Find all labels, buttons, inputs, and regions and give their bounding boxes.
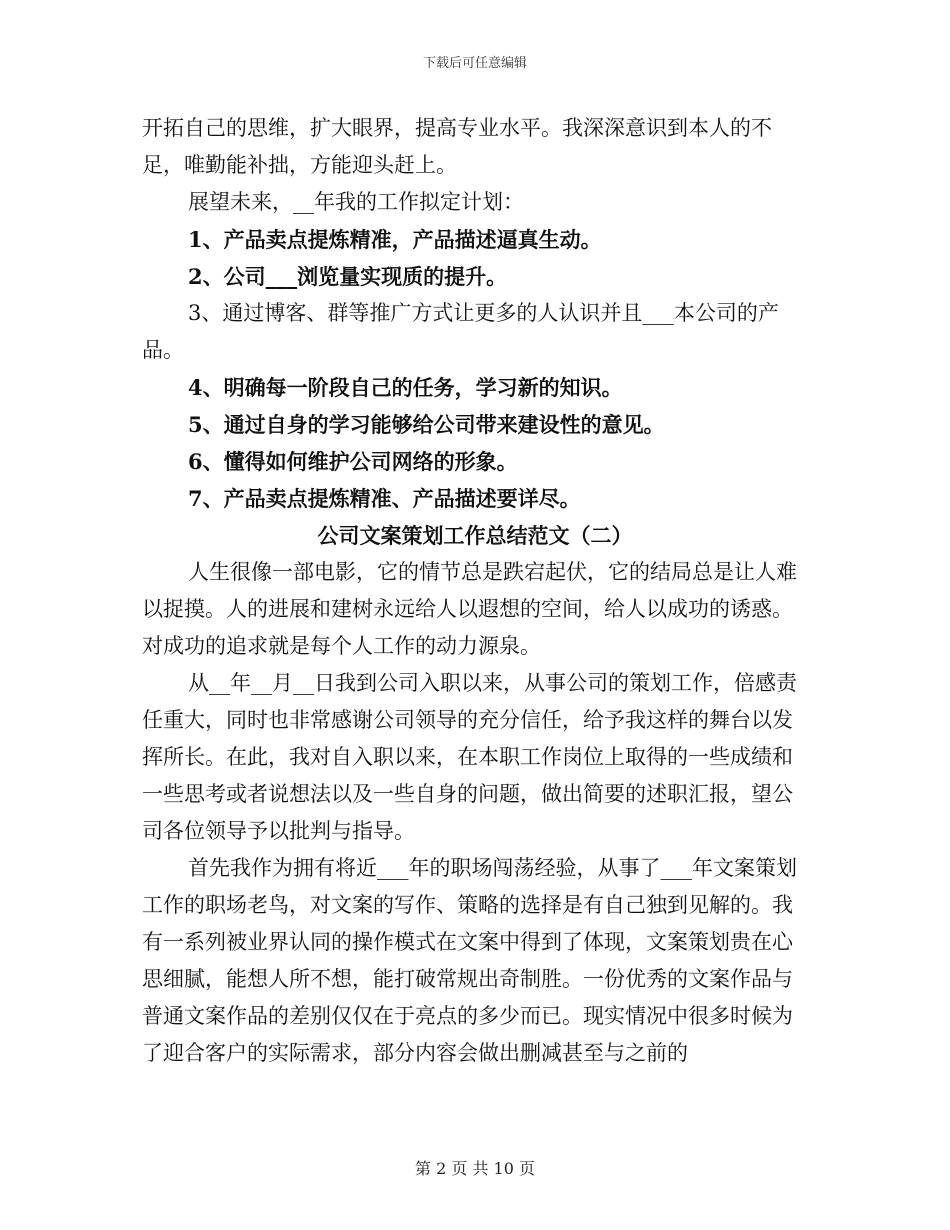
plan-item: 1、产品卖点提炼精准，产品描述逼真生动。 bbox=[188, 227, 602, 252]
plan-item: 7、产品卖点提炼精准、产品描述要详尽。 bbox=[188, 486, 581, 511]
paragraph: 人生很像一部电影，它的情节总是跌宕起伏，它的结局总是让人难以捉摸。人的进展和建树永远给人以遐想的空间，给人以成功的诱惑。对成功的追求就是每个人工作的动力源泉。 bbox=[142, 560, 797, 658]
plan-item: 6、懂得如何维护公司网络的形象。 bbox=[188, 449, 518, 474]
section-title: 公司文案策划工作总结范文（二） bbox=[317, 523, 633, 548]
paragraph: 开拓自己的思维，扩大眼界，提高专业水平。我深深意识到本人的不足，唯勤能补拙，方能迎头赶上。 bbox=[142, 116, 772, 177]
paragraph: 展望未来，__年我的工作拟定计划： bbox=[188, 190, 524, 214]
page-header: 下载后可任意编辑 bbox=[422, 56, 527, 71]
page-footer: 第 2 页 共 10 页 bbox=[415, 1159, 535, 1178]
document-body bbox=[142, 110, 808, 1072]
plan-item: 5、通过自身的学习能够给公司带来建设性的意见。 bbox=[188, 412, 665, 437]
plan-item: 2、公司___浏览量实现质的提升。 bbox=[188, 264, 508, 289]
paragraph: 首先我作为拥有将近___年的职场闯荡经验，从事了___年文案策划工作的职场老鸟，对文案的写作、策略的选择是有自己独到见解的。我有一系列被业界认同的操作模式在文案中得到了体现，文案策划贵在心思细腻，能想人所不想，能打破常规出奇制胜。一份优秀的文案作品与普通文案作品的差别仅仅在于亮点的多少而已。现实情况中很多时候为了迎合客户的实际需求，部分内容会做出删减甚至与之前的 bbox=[142, 856, 797, 1065]
plan-item: 3、通过博客、群等推广方式让更多的人认识并且___本公司的产品。 bbox=[142, 301, 779, 362]
plan-item: 4、明确每一阶段自己的任务，学习新的知识。 bbox=[188, 375, 623, 400]
paragraph: 从__年__月__日我到公司入职以来，从事公司的策划工作，倍感责任重大，同时也非常感谢公司领导的充分信任，给予我这样的舞台以发挥所长。在此，我对自入职以来，在本职工作岗位上取得的一些成绩和一些思考或者说想法以及一些自身的问题，做出简要的述职汇报，望公司各位领导予以批判与指导。 bbox=[142, 671, 797, 843]
